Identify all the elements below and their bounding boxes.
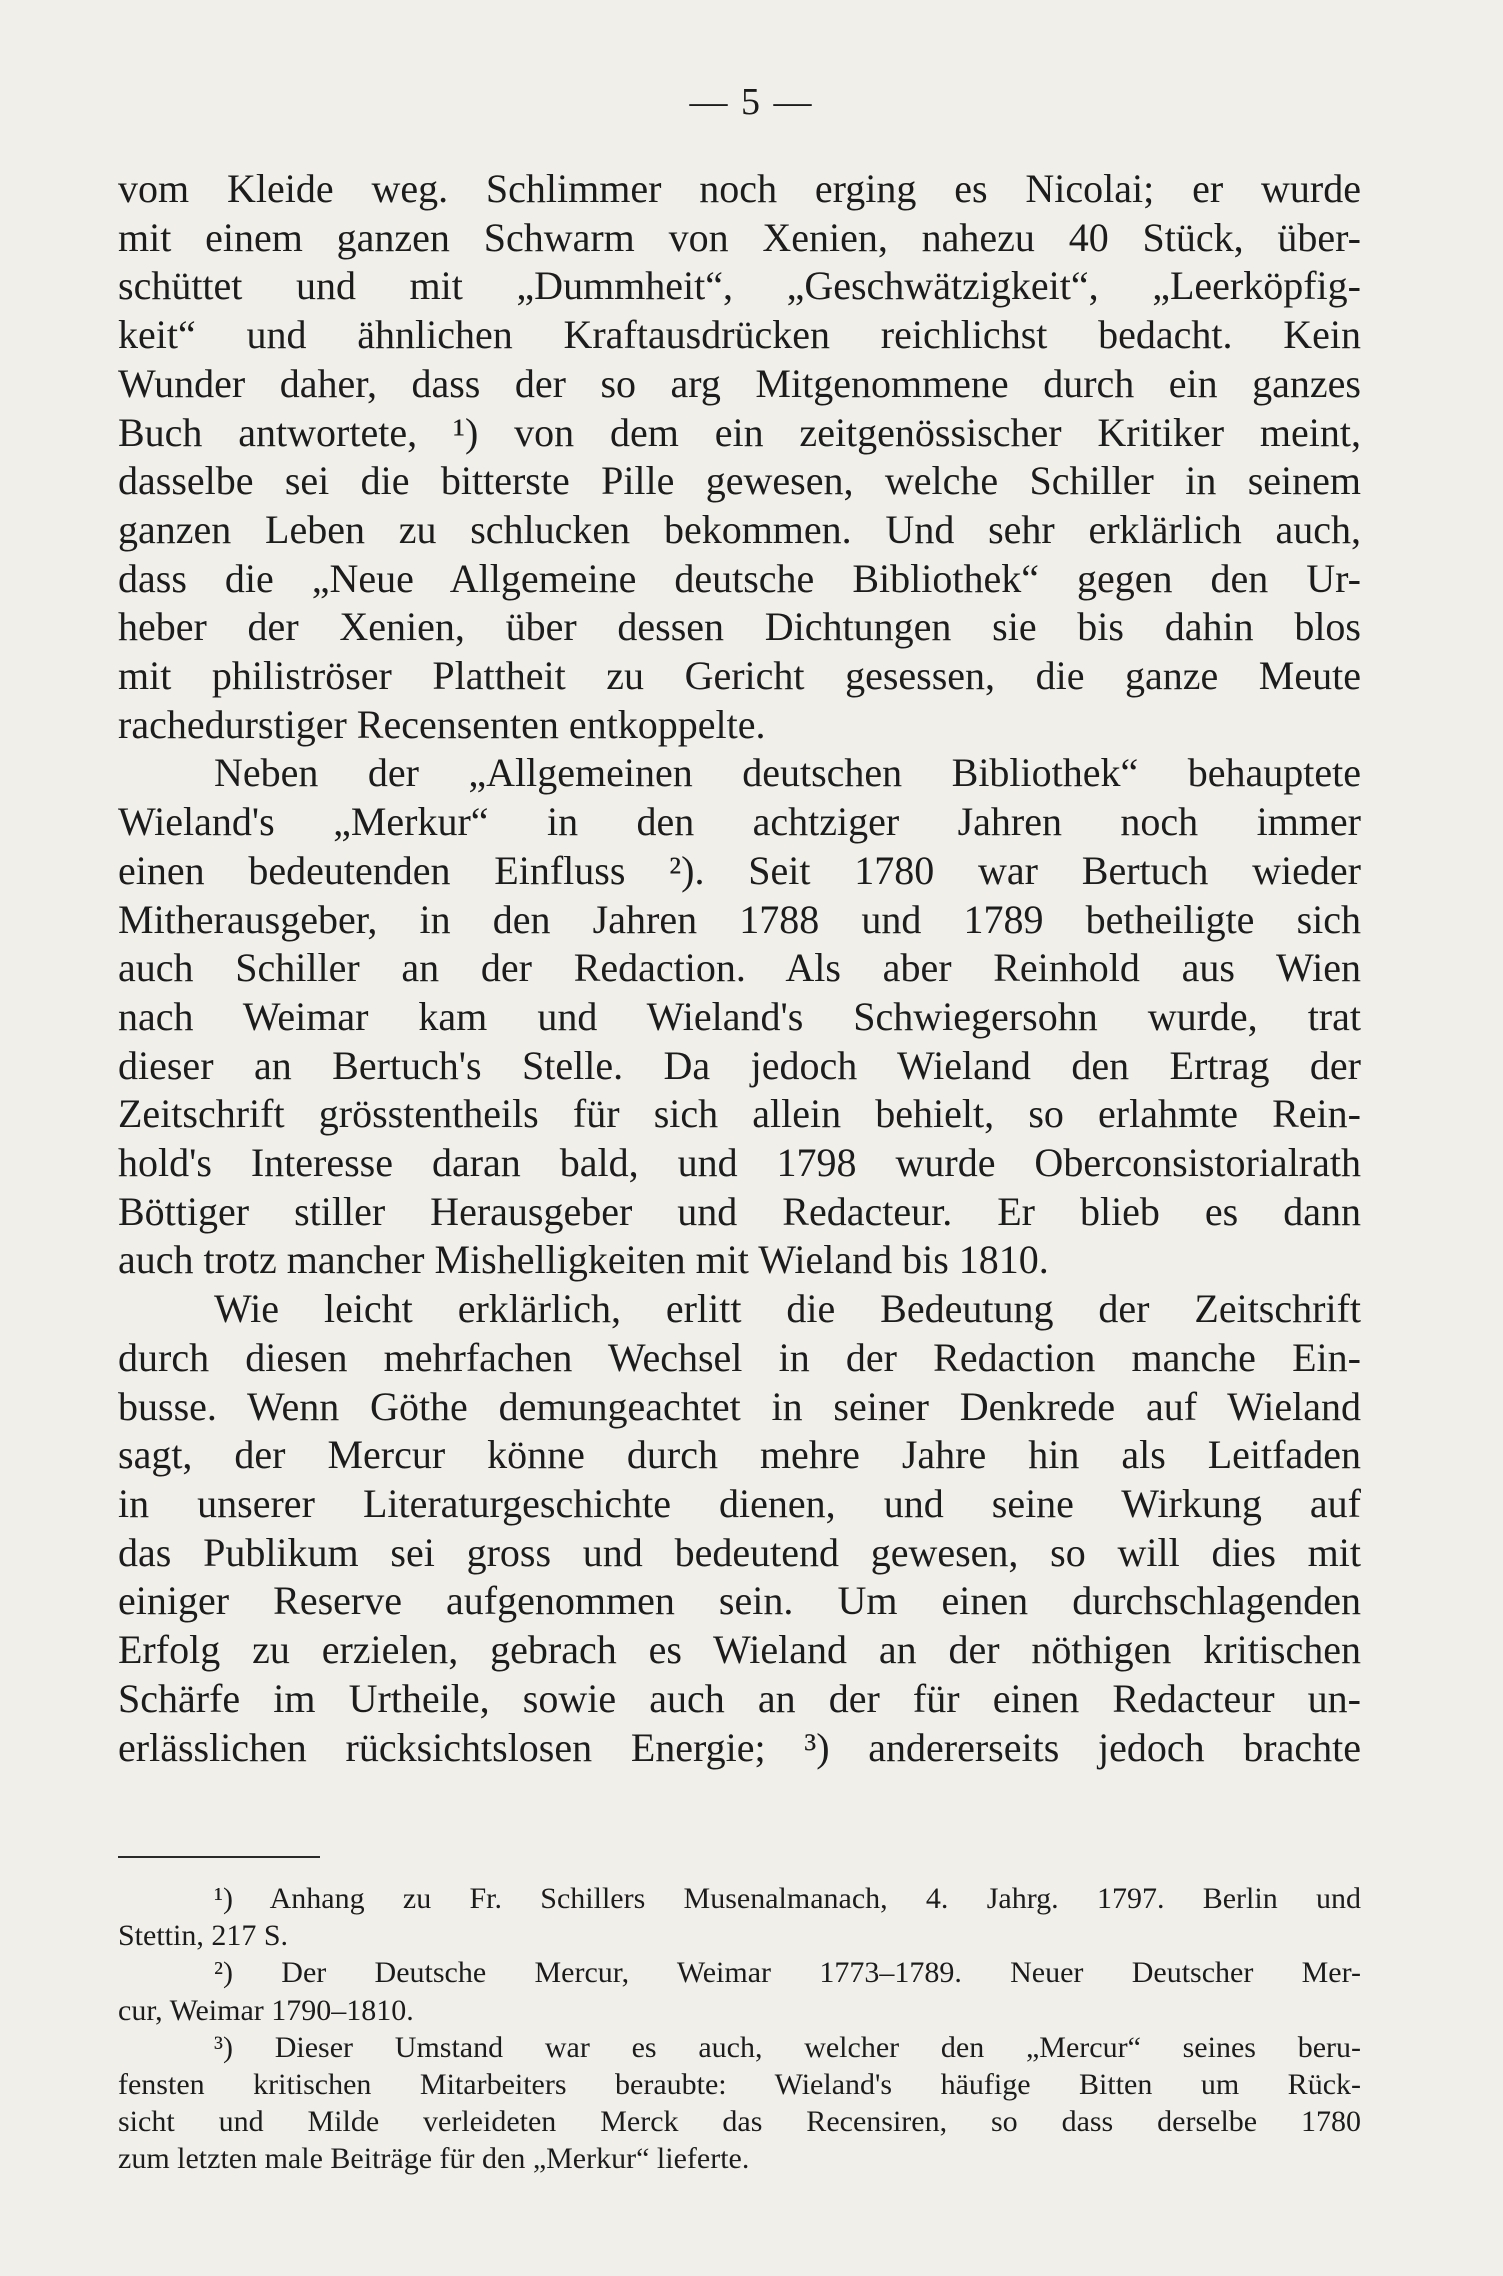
text-line: Zeitschrift grösstentheils für sich allein behielt, so erlahmte Rein- bbox=[118, 1091, 1361, 1137]
text-line: dieser an Bertuch's Stelle. Da jedoch Wieland den Ertrag der bbox=[118, 1042, 1361, 1088]
text-line: auch Schiller an der Redaction. Als aber Reinhold aus Wien bbox=[118, 945, 1361, 991]
text-line: heber der Xenien, über dessen Dichtungen sie bis dahin blos bbox=[118, 604, 1361, 650]
text-line: Böttiger stiller Herausgeber und Redacteur. Er blieb es dann bbox=[118, 1188, 1361, 1234]
text-line: busse. Wenn Göthe demungeachtet in seiner Denkrede auf Wieland bbox=[118, 1383, 1361, 1429]
text-line: Mitherausgeber, in den Jahren 1788 und 1789 betheiligte sich bbox=[118, 896, 1361, 942]
footnote-line: ¹) Anhang zu Fr. Schillers Musenalmanach, 4. Jahrg. 1797. Berlin und bbox=[214, 1882, 1361, 1915]
footnote-line: Stettin, 217 S. bbox=[118, 1919, 289, 1953]
text-line: schüttet und mit „Dummheit“, „Geschwätzigkeit“, „Leerköpfig- bbox=[118, 263, 1361, 309]
footnote-divider bbox=[118, 1856, 320, 1858]
text-line: Schärfe im Urtheile, sowie auch an der für einen Redacteur un- bbox=[118, 1675, 1361, 1721]
footnotes bbox=[118, 1880, 1361, 2178]
footnote-line: zum letzten male Beiträge für den „Merkur“ lieferte. bbox=[118, 2142, 750, 2176]
footnote-line: fensten kritischen Mitarbeiters beraubte: Wieland's häufige Bitten um Rück- bbox=[118, 2068, 1361, 2102]
text-line: sagt, der Mercur könne durch mehre Jahre hin als Leitfaden bbox=[118, 1432, 1361, 1478]
text-line: das Publikum sei gross und bedeutend gewesen, so will dies mit bbox=[118, 1529, 1361, 1575]
text-line: mit philiströser Plattheit zu Gericht gesessen, die ganze Meute bbox=[118, 653, 1361, 699]
text-line: rachedurstiger Recensenten entkoppelte. bbox=[118, 701, 766, 747]
footnote-line: ³) Dieser Umstand war es auch, welcher den „Mercur“ seines beru- bbox=[214, 2030, 1361, 2064]
text-line: Wie leicht erklärlich, erlitt die Bedeutung der Zeitschrift bbox=[214, 1286, 1361, 1332]
text-line: einiger Reserve aufgenommen sein. Um einen durchschlagenden bbox=[118, 1578, 1361, 1624]
text-line: erlässlichen rücksichtslosen Energie; ³) andererseits jedoch brachte bbox=[118, 1724, 1361, 1770]
text-line: Buch antwortete, ¹) von dem ein zeitgenössischer Kritiker meint, bbox=[118, 409, 1361, 455]
text-line: mit einem ganzen Schwarm von Xenien, nahezu 40 Stück, über- bbox=[118, 214, 1361, 260]
text-line: Wieland's „Merkur“ in den achtziger Jahren noch immer bbox=[118, 799, 1361, 845]
page-number: — 5 — bbox=[689, 81, 814, 123]
text-line: durch diesen mehrfachen Wechsel in der Redaction manche Ein- bbox=[118, 1334, 1361, 1380]
text-line: dasselbe sei die bitterste Pille gewesen, welche Schiller in seinem bbox=[118, 458, 1361, 504]
text-line: nach Weimar kam und Wieland's Schwiegersohn wurde, trat bbox=[118, 993, 1361, 1039]
text-line: Erfolg zu erzielen, gebrach es Wieland an der nöthigen kritischen bbox=[118, 1627, 1361, 1673]
body-text bbox=[118, 165, 1361, 1772]
text-line: auch trotz mancher Mishelligkeiten mit Wieland bis 1810. bbox=[118, 1237, 1049, 1283]
text-line: keit“ und ähnlichen Kraftausdrücken reichlichst bedacht. Kein bbox=[118, 312, 1361, 358]
text-line: dass die „Neue Allgemeine deutsche Bibliothek“ gegen den Ur- bbox=[118, 555, 1361, 601]
text-line: hold's Interesse daran bald, und 1798 wurde Oberconsistorialrath bbox=[118, 1140, 1361, 1186]
text-line: ganzen Leben zu schlucken bekommen. Und sehr erklärlich auch, bbox=[118, 506, 1361, 552]
text-line: Neben der „Allgemeinen deutschen Bibliothek“ behauptete bbox=[214, 750, 1361, 796]
footnote-line: sicht und Milde verleideten Merck das Recensiren, so dass derselbe 1780 bbox=[118, 2105, 1361, 2139]
text-line: vom Kleide weg. Schlimmer noch erging es Nicolai; er wurde bbox=[118, 166, 1361, 211]
text-line: in unserer Literaturgeschichte dienen, und seine Wirkung auf bbox=[118, 1480, 1361, 1526]
footnote-line: ²) Der Deutsche Mercur, Weimar 1773–1789. Neuer Deutscher Mer- bbox=[214, 1956, 1361, 1990]
footnote-line: cur, Weimar 1790–1810. bbox=[118, 1993, 414, 2027]
text-line: einen bedeutenden Einfluss ²). Seit 1780 war Bertuch wieder bbox=[118, 847, 1361, 893]
text-line: Wunder daher, dass der so arg Mitgenommene durch ein ganzes bbox=[118, 360, 1361, 406]
